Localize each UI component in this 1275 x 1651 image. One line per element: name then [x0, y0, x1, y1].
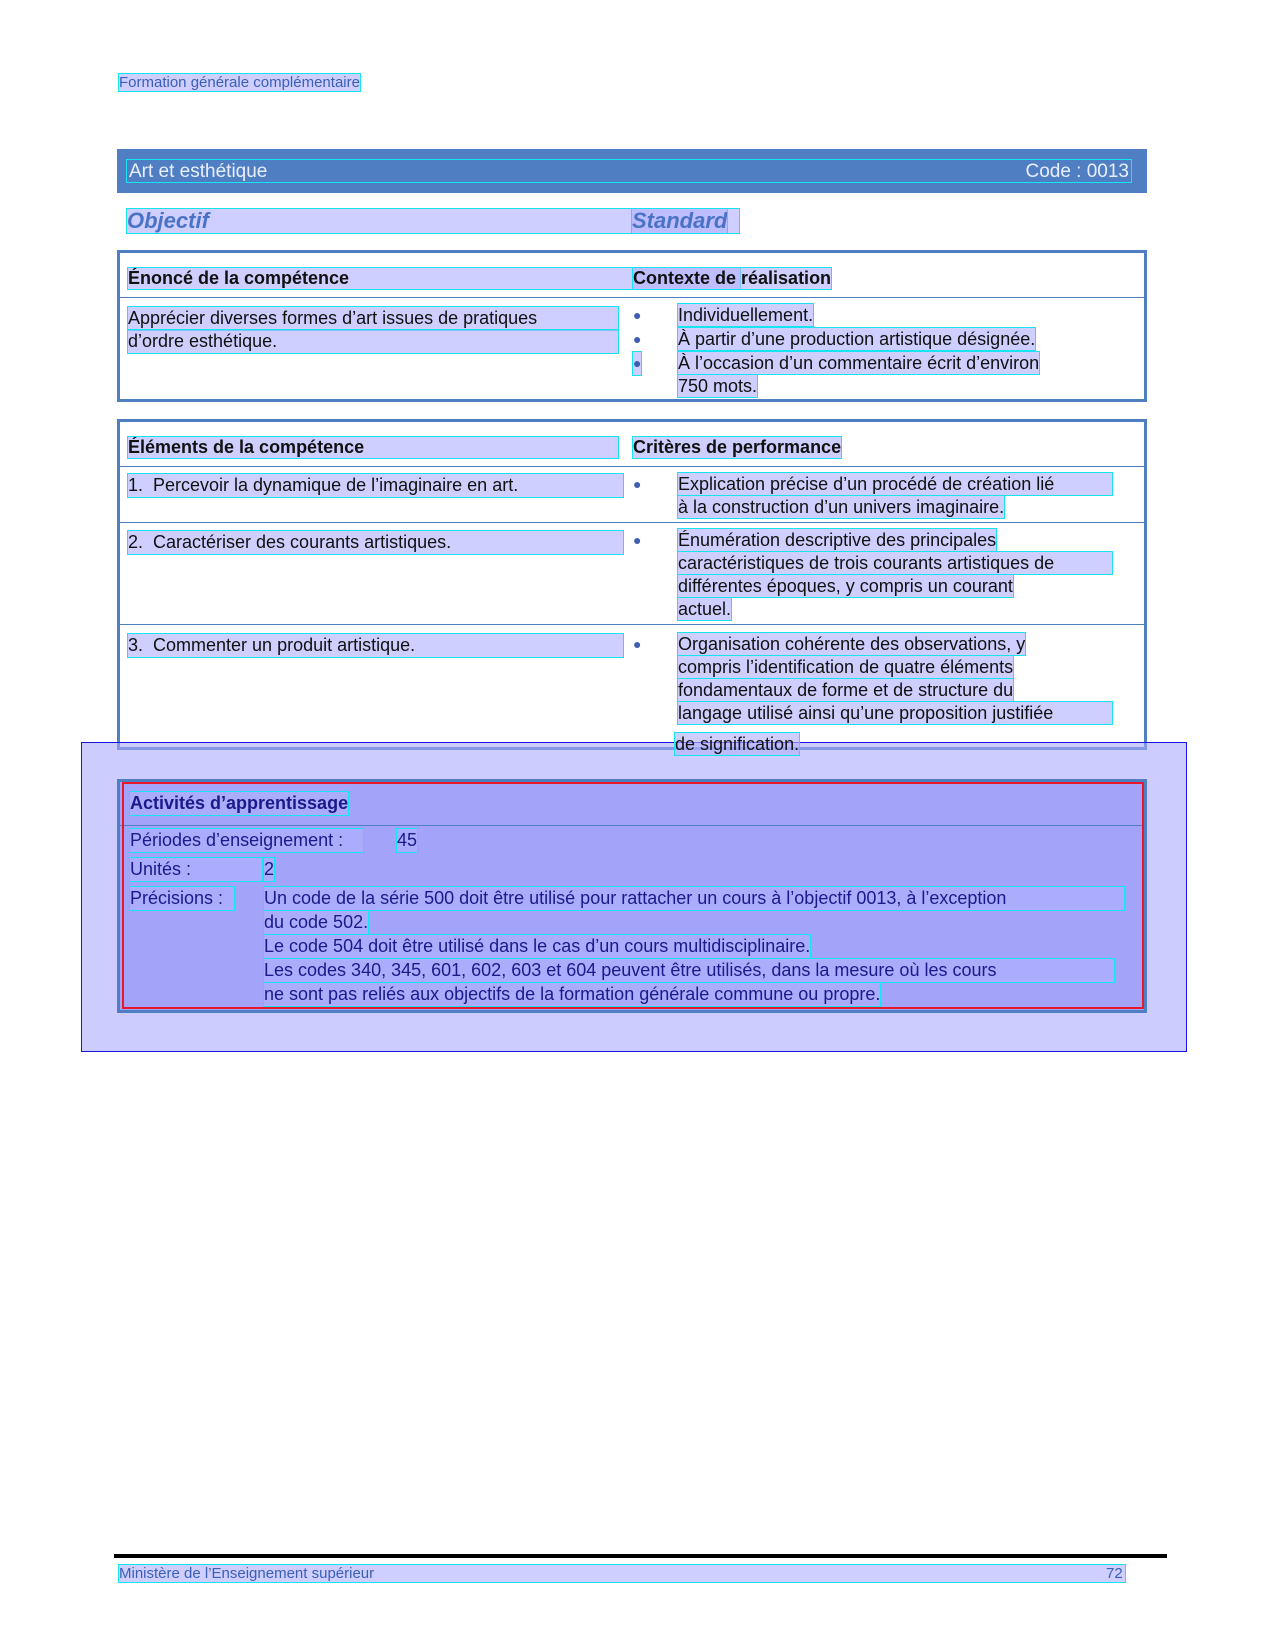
bullet-icon: ●: [633, 331, 642, 347]
elements-table: [117, 419, 1147, 750]
objective-label: Objectif: [127, 209, 739, 233]
units-value: 2: [264, 859, 275, 879]
context-item-continued: 750 mots.: [678, 376, 758, 396]
bullet-icon: ●: [633, 636, 642, 652]
header-divider: [120, 297, 1144, 298]
activities-header: Activités d’apprentissage: [130, 793, 349, 813]
details-label: Précisions :: [130, 887, 234, 910]
running-header: Formation générale complémentaire: [119, 74, 360, 91]
row-divider: [120, 522, 1144, 523]
standard-label: Standard: [632, 208, 728, 233]
course-title: Art et esthétique: [129, 161, 268, 182]
course-code: Code : 0013: [1025, 161, 1129, 182]
footer-ministry: Ministère de l’Enseignement supérieur: [119, 1565, 1125, 1582]
statement-line: Apprécier diverses formes d’art issues de pratiques: [128, 307, 618, 330]
details-line: ne sont pas reliés aux objectifs de la formation générale commune ou propre.: [264, 984, 881, 1004]
competence-statement-header: Énoncé de la compétence: [128, 268, 740, 289]
title-bar: [117, 149, 1147, 193]
details-line: Les codes 340, 345, 601, 602, 603 et 604 peuvent être utilisés, dans la mesure où les cours: [264, 959, 1114, 982]
statement-line: d’ordre esthétique.: [128, 330, 618, 353]
periods-label: Périodes d’enseignement :: [130, 829, 363, 852]
context-item: À l’occasion d’un commentaire écrit d’environ: [678, 353, 1040, 373]
bullet-icon: ●: [633, 307, 642, 323]
criteria-header: Critères de performance: [633, 437, 842, 457]
element-item: 3. Commenter un produit artistique.: [128, 634, 623, 657]
criteria-line: fondamentaux de forme et de structure du: [678, 680, 1014, 700]
details-line: Un code de la série 500 doit être utilisé pour rattacher un cours à l’objectif 0013, à l’exception: [264, 887, 1124, 910]
bullet-icon: ●: [633, 476, 642, 492]
criteria-line: actuel.: [678, 599, 732, 619]
criteria-line: caractéristiques de trois courants artistiques de: [678, 552, 1112, 574]
context-item: À partir d’une production artistique désignée.: [678, 329, 1036, 349]
page-number: 72: [1106, 1565, 1123, 1582]
units-label: Unités :: [130, 858, 262, 881]
criteria-line: langage utilisé ainsi qu’une proposition justifiée: [678, 702, 1112, 724]
competence-table: [117, 250, 1147, 402]
criteria-line: compris l’identification de quatre éléments: [678, 657, 1014, 677]
footer-rule: [114, 1554, 1167, 1558]
element-item: 1. Percevoir la dynamique de l’imaginaire en art.: [128, 474, 623, 497]
criteria-line: différentes époques, y compris un courant: [678, 576, 1013, 596]
context-header: Contexte de réalisation: [633, 268, 832, 288]
row-divider: [120, 624, 1144, 625]
details-line: du code 502.: [264, 912, 369, 932]
elements-header: Éléments de la compétence: [128, 437, 618, 458]
criteria-line: de signification.: [675, 734, 800, 754]
bullet-icon: ●: [633, 532, 642, 548]
details-line: Le code 504 doit être utilisé dans le cas d’un cours multidisciplinaire.: [264, 936, 811, 956]
bullet-icon: ●: [633, 352, 641, 375]
criteria-line: Énumération descriptive des principales: [678, 530, 997, 550]
element-item: 2. Caractériser des courants artistiques.: [128, 531, 623, 554]
header-divider: [120, 466, 1144, 467]
criteria-line: Organisation cohérente des observations, y: [678, 634, 1026, 654]
context-item: Individuellement.: [678, 305, 814, 325]
title-bar-highlight: [127, 160, 1131, 182]
periods-value: 45: [397, 830, 418, 850]
criteria-line: Explication précise d’un procédé de création lié: [678, 473, 1112, 495]
criteria-line: à la construction d’un univers imaginaire.: [678, 497, 1005, 517]
